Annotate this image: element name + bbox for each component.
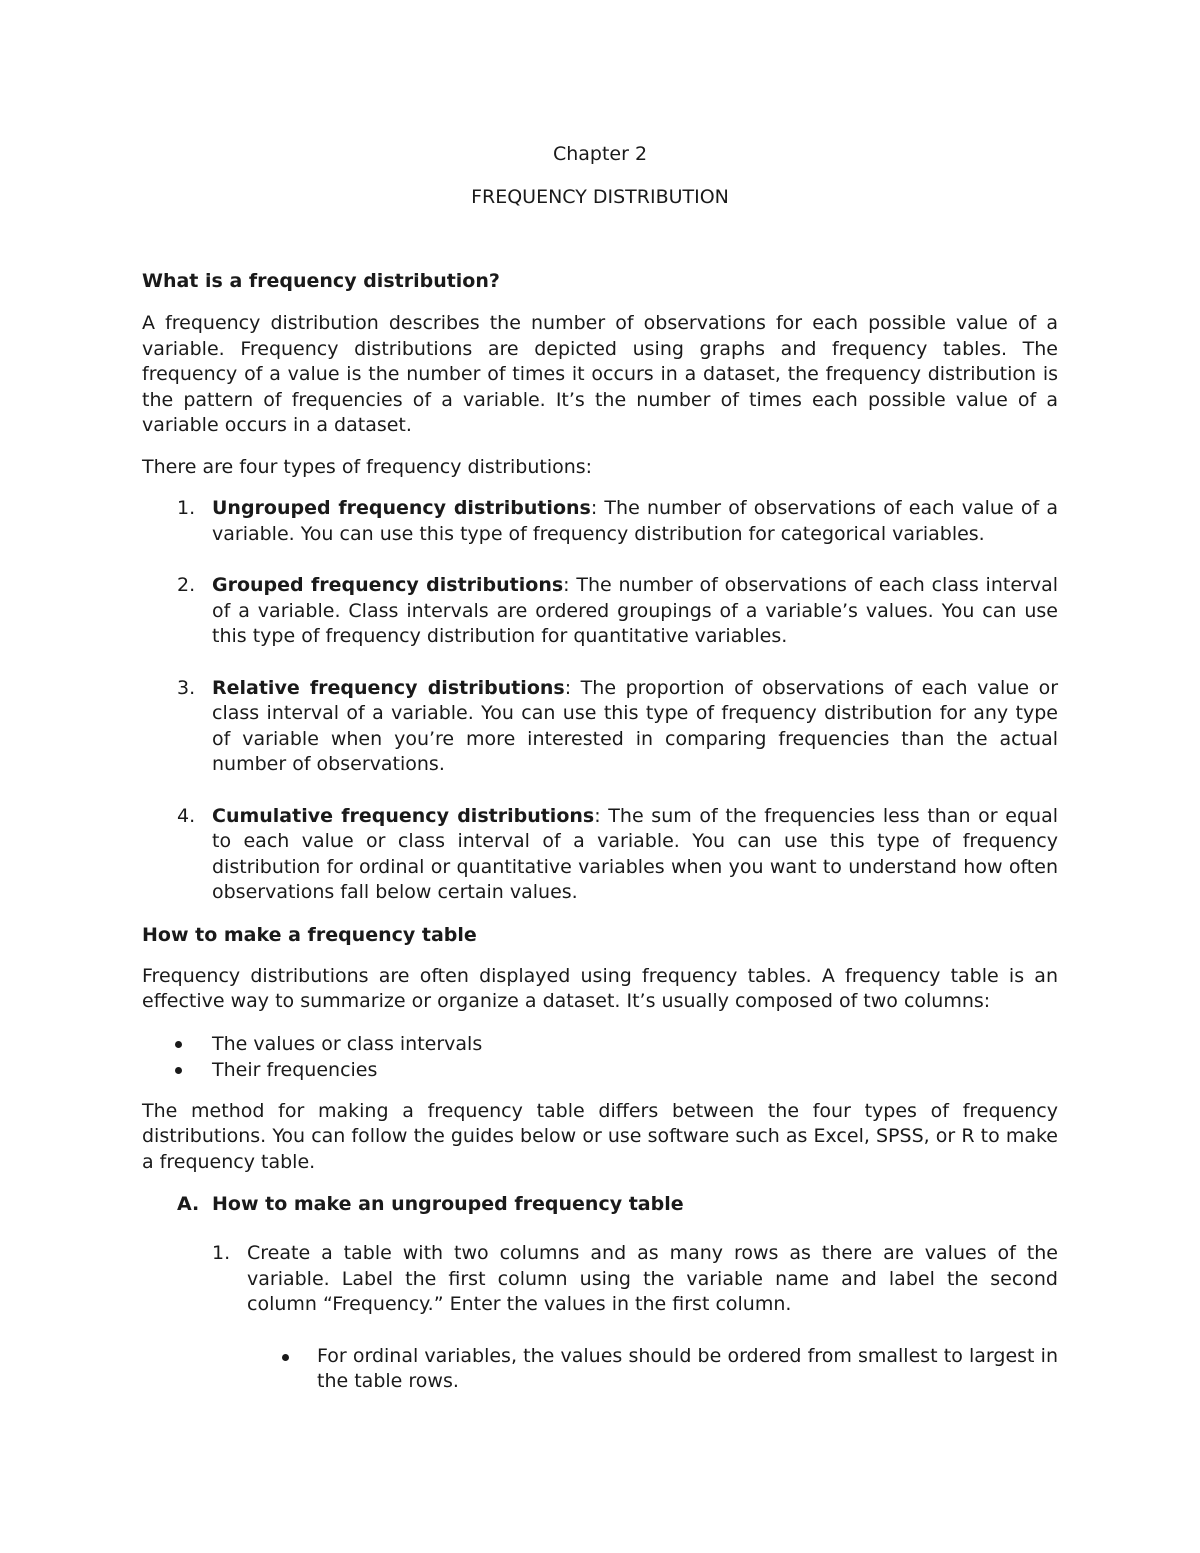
method-paragraph: The method for making a frequency table differs between the four types of frequency distributions. You can follow the guides below or use software such as Excel, SPSS, or R to make a frequency table. — [142, 1099, 1058, 1173]
sub-bullet-item — [142, 1344, 1058, 1395]
list-definition: : The number of observations of each class interval of a variable. Class intervals are ordered groupings of a variable’s values. You can use this type of frequency distribution for quantitative variables. — [212, 574, 1058, 647]
intro-paragraph: A frequency distribution describes the number of observations for each possible value of a variable. Frequency distributions are depicted using graphs and frequency tables. The frequency of a value is the number of times it occurs in a dataset, the frequency distribution is the pattern of frequencies of a variable. It’s the number of times each possible value of a variable occurs in a dataset. — [142, 312, 1058, 436]
list-item — [142, 573, 1058, 650]
list-number: 4. — [177, 804, 196, 827]
subsection-letter: A. — [177, 1193, 200, 1215]
list-item: The values or class intervals — [142, 1031, 1058, 1057]
list-number: 2. — [177, 574, 196, 596]
columns-bullet-list — [142, 1031, 1058, 1083]
list-item — [142, 676, 1058, 778]
list-term: Ungrouped frequency distributions — [212, 497, 591, 519]
chapter-title: FREQUENCY DISTRIBUTION — [471, 186, 729, 208]
bullet-icon — [282, 1354, 289, 1361]
list-item: Their frequencies — [142, 1057, 1058, 1083]
section-heading-how-to: How to make a frequency table — [142, 923, 477, 946]
section-heading-what-is: What is a frequency distribution? — [142, 270, 500, 292]
sub-bullet-text: For ordinal variables, the values should be ordered from smallest to largest in the table rows. — [317, 1344, 1058, 1392]
document-page — [142, 140, 1058, 1395]
list-term: Grouped frequency distributions — [212, 574, 564, 596]
list-term: Relative frequency distributions — [212, 676, 565, 699]
types-intro: There are four types of frequency distributions: — [142, 455, 593, 478]
list-number: 1. — [177, 497, 196, 519]
bullet-icon — [175, 1041, 182, 1048]
table-intro-paragraph: Frequency distributions are often displayed using frequency tables. A frequency table is an effective way to summarize or organize a dataset. It’s usually composed of two columns: — [142, 964, 1058, 1012]
step-number: 1. — [212, 1242, 231, 1264]
list-term: Cumulative frequency distributions — [212, 804, 595, 827]
bullet-icon — [175, 1067, 182, 1074]
types-list — [142, 496, 1058, 906]
list-number: 3. — [177, 676, 196, 699]
list-definition: : The proportion of observations of each value or class interval of a variable. You can use this type of frequency distribution for any type of variable when you’re more interested in comparing frequencies than the actual number of observations. — [212, 676, 1059, 775]
list-item — [142, 804, 1058, 906]
list-definition: : The number of observations of each value of a variable. You can use this type of frequency distribution for categorical variables. — [212, 497, 1059, 545]
subsection-heading-a — [142, 1191, 1058, 1217]
step-text: Create a table with two columns and as many rows as there are values of the variable. Label the first column using the variable name and label the second column “Frequency.” Enter the values in the first column. — [247, 1242, 1058, 1315]
step-item — [142, 1241, 1058, 1318]
chapter-number: Chapter 2 — [552, 143, 648, 165]
list-definition: : The sum of the frequencies less than or equal to each value or class interval of a variable. You can use this type of frequency distribution for ordinal or quantitative variables when you want to understand how often observations fall below certain values. — [212, 804, 1058, 903]
list-item — [142, 496, 1058, 547]
subsection-title: How to make an ungrouped frequency table — [212, 1193, 684, 1215]
